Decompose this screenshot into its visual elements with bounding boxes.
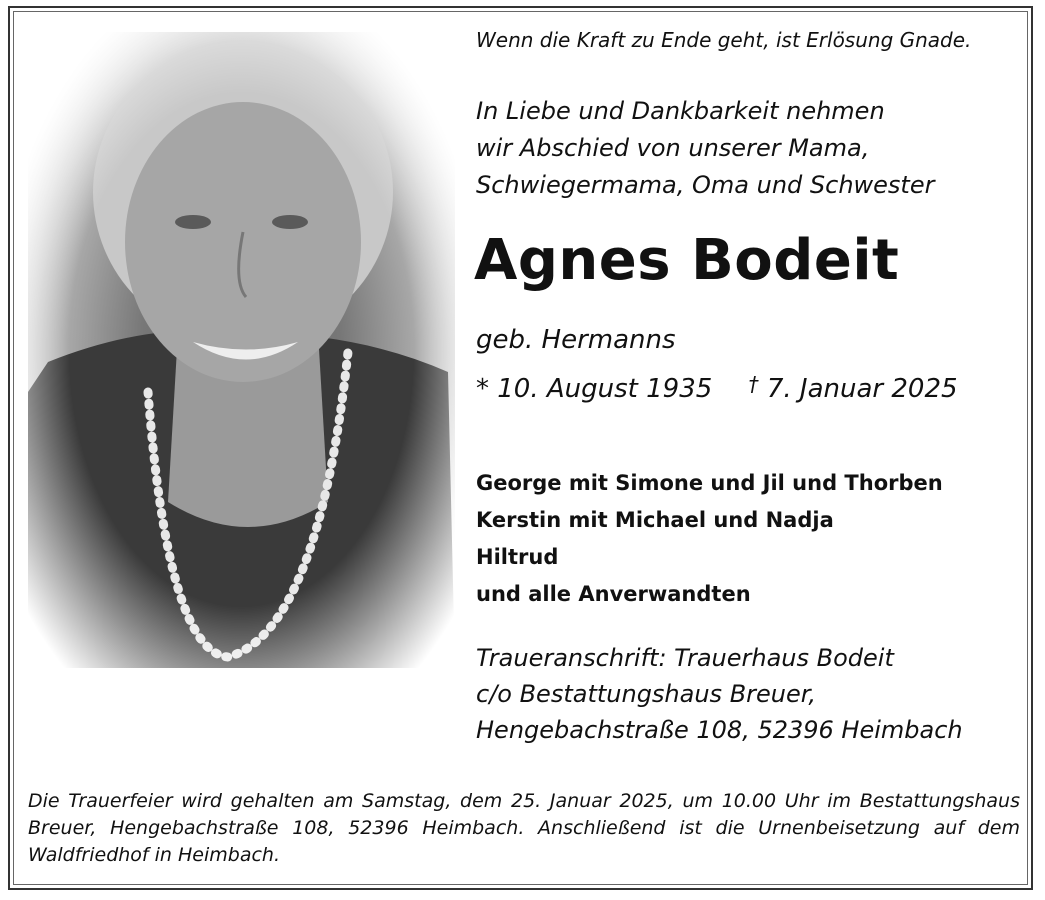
address-line: Traueranschrift: Trauerhaus Bodeit xyxy=(476,644,894,672)
intro-line: wir Abschied von unserer Mama, xyxy=(476,134,870,162)
birth-date: * 10. August 1935 xyxy=(476,374,713,404)
address-line: Hengebachstraße 108, 52396 Heimbach xyxy=(476,716,963,744)
portrait-photo xyxy=(28,32,455,668)
intro-line: In Liebe und Dankbarkeit nehmen xyxy=(476,97,885,125)
cross-icon: † xyxy=(748,372,759,396)
intro-text xyxy=(476,93,934,204)
deceased-name: Agnes Bodeit xyxy=(474,228,900,293)
mourner-line: und alle Anverwandten xyxy=(476,582,751,606)
mourning-address xyxy=(476,640,963,748)
life-dates xyxy=(476,372,958,404)
address-line: c/o Bestattungshaus Breuer, xyxy=(476,680,817,708)
ceremony-info: Die Trauerfeier wird gehalten am Samstag, dem 25. Januar 2025, um 10.00 Uhr im Bestattungshaus Breuer, Hengebachstraße 108, 52396 Heimbach. Anschließend ist die Urnenbeisetzung auf dem Waldfriedhof in Heimbach. xyxy=(28,790,1020,866)
intro-line: Schwiegermama, Oma und Schwester xyxy=(476,171,935,199)
birth-name: geb. Hermanns xyxy=(476,325,676,355)
portrait-photo-icon xyxy=(28,32,455,668)
motto: Wenn die Kraft zu Ende geht, ist Erlösung Gnade. xyxy=(476,28,972,52)
mourner-line: Hiltrud xyxy=(476,545,559,569)
mourner-line: Kerstin mit Michael und Nadja xyxy=(476,508,834,532)
death-date: 7. Januar 2025 xyxy=(766,374,958,404)
mourners-list xyxy=(476,465,943,613)
mourner-line: George mit Simone und Jil und Thorben xyxy=(476,471,943,495)
